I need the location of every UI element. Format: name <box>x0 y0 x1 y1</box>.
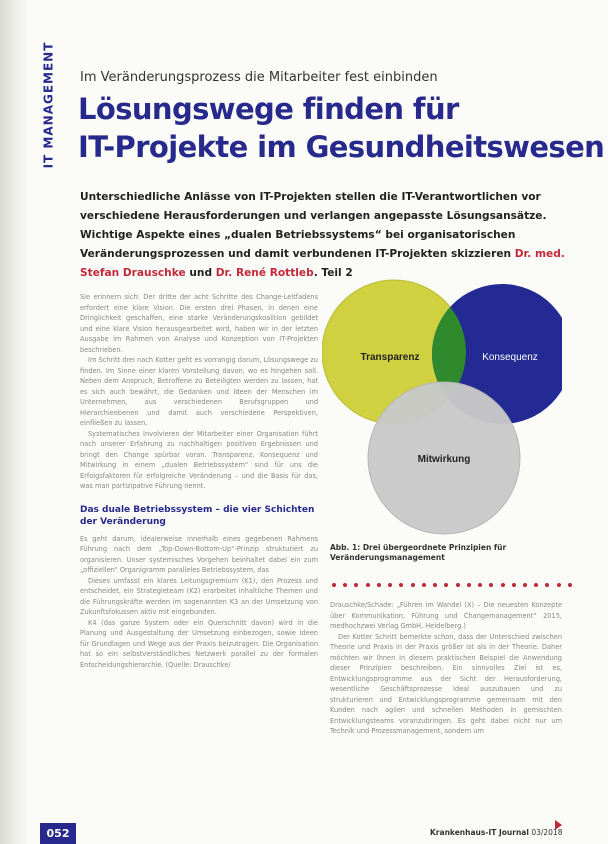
body-paragraph: Der Kotter Schritt bemerkte schon, dass der Unterschied zwischen Theorie und Praxis in der Praxis größer ist als in der Theorie. Daher möchten wir Ihnen in diesem praktischen Beispiel die Anwendung dieser Prinzipien beschreiben. Ein sinnvolles Ziel ist es, Entwicklungsprogramme aus der Sicht der Herausforderung, wesentliche Geschäftsprozesse ideal auszubauen und zu strukturieren und Entwicklungsprogramme gemeinsam mit den Kunden nach agilen und schnellen Methoden in gemischten Entwicklungsteams voranzubringen. Es geht dabei nicht nur um Technik und Prozessmanagement, sondern um <box>330 632 562 735</box>
label-consequence: Konsequenz <box>482 352 538 363</box>
body-paragraph: K4 (das ganze System oder ein Querschnitt davon) wird in die Planung und Ausgestaltung der Umsetzung einbezogen, sowie Ideen für Grundlagen und Wege aus der Praxis beizutragen. Die Organisation hat so ein selbstverständliches Netzwerk parallel zu der formalen Entscheidungshierarchie. (Quelle: Drauschke/ <box>80 618 318 669</box>
lead-conjunction: und <box>189 267 213 279</box>
article-headline <box>78 90 605 166</box>
headline-line-1: Lösungswege finden für <box>78 92 459 126</box>
page-number: 052 <box>40 823 76 844</box>
page-gutter <box>0 0 30 844</box>
section-label-text: IT MANAGEMENT <box>41 41 55 169</box>
lead-text: Unterschiedliche Anlässe von IT-Projekten stellen die IT-Verantwortlichen vor verschiedene Herausforderungen und verlangen angepasste Lösungsansätze. Wichtige Aspekte eines „dualen Betriebssystems“ bei organisatorischen Veränderungsprozessen und damit verbundenen IT-Projekten skizzieren <box>80 191 547 260</box>
section-label <box>33 30 63 180</box>
body-paragraph: Systematisches Involvieren der Mitarbeiter einer Organisation führt nach unserer Erfahrung zu nachhaltigen positiven Ergebnissen und bringt den Change spürbar voran. Transparenz, Konsequenz und Mitwirkung in einem „dualen Betriebssystem“ sind für uns die Erfolgsfaktoren für erfolgreiche Veränderung – und die Basis für das, was man partizipative Führung nennt. <box>80 429 318 490</box>
body-paragraph: Sie erinnern sich: Der dritte der acht Schritte des Change-Leitfadens erfordert eine klare Vision. Die ersten drei Phasen, in denen eine Dringlichkeit geschaffen, eine starke Veränderungskoalition gebildet und eine klare Vision herausgearbeitet wird, haben wir in der letzten Ausgabe im Rahmen von Analyse und Konzeption von IT-Projekten beschrieben. <box>80 293 318 354</box>
author-1: Dr. med. Stefan Drauschke <box>80 248 565 279</box>
body-column-right <box>330 600 562 737</box>
figure-caption: Abb. 1: Drei übergeordnete Prinzipien für Veränderungsmanagement <box>330 543 507 562</box>
body-paragraph: Es geht darum, idealerweise innerhalb eines gegebenen Rahmens Führung nach dem „Top-Down-Bottom-Up“-Prinzip strukturiert zu organisieren. Unser systemisches Vorgehen beinhaltet dabei ein zum „offiziellen“ Organigramm paralleles Betriebssystem, das <box>80 534 318 574</box>
article-lead <box>80 188 580 283</box>
journal-issue: 03/2018 <box>531 828 563 837</box>
body-paragraph: Drauschke/Schade: „Führen im Wandel (X) – Die neuesten Konzepte über Kommunikation, Führung und Changemanagement“ 2015, medhochzwei Verlag GmbH, Heidelberg.) <box>330 601 562 630</box>
venn-diagram <box>322 270 562 540</box>
body-paragraph: Dieses umfasst ein klares Leitungsgremium (K1), den Prozess und entscheidet, ein Strategieteam (K2) erarbeitet inhaltliche Themen und die Führungskräfte werden im sogenannten K3 an der Umsetzung von Zukunftsfokussen aktiv mit eingebunden. <box>80 576 318 616</box>
journal-name: Krankenhaus-IT Journal <box>430 828 529 837</box>
subheading: Das duale Betriebssystem – die vier Schichten der Veränderung <box>80 504 315 527</box>
headline-line-2: IT-Projekte im Gesundheitswesen <box>78 130 605 164</box>
body-column-left <box>80 292 318 670</box>
body-paragraph: Im Schritt drei nach Kotter geht es vorrangig darum, Lösungswege zu finden. Im Sinne einer klaren Vorstellung davon, wo es hingehen soll. Neben dem Anspruch, Betroffene zu Beteiligten werden zu lassen, hat es sich auch bewährt, die Gedanken und Ideen der Menschen im Unternehmen, aus verschiedenen Berufsgruppen und Hierarchieebenen und damit auch verschiedene Perspektiven, einfließen zu lassen. <box>80 356 318 427</box>
label-participation: Mitwirkung <box>417 454 471 465</box>
author-2: Dr. René Rottleb <box>215 267 314 279</box>
venn-diagram-svg <box>322 270 562 540</box>
article-kicker: Im Veränderungsprozess die Mitarbeiter fest einbinden <box>80 70 438 85</box>
dotted-divider <box>332 580 572 590</box>
footer-journal <box>430 828 562 837</box>
lead-suffix: . Teil 2 <box>313 267 353 279</box>
label-transparency: Transparenz <box>360 352 420 363</box>
